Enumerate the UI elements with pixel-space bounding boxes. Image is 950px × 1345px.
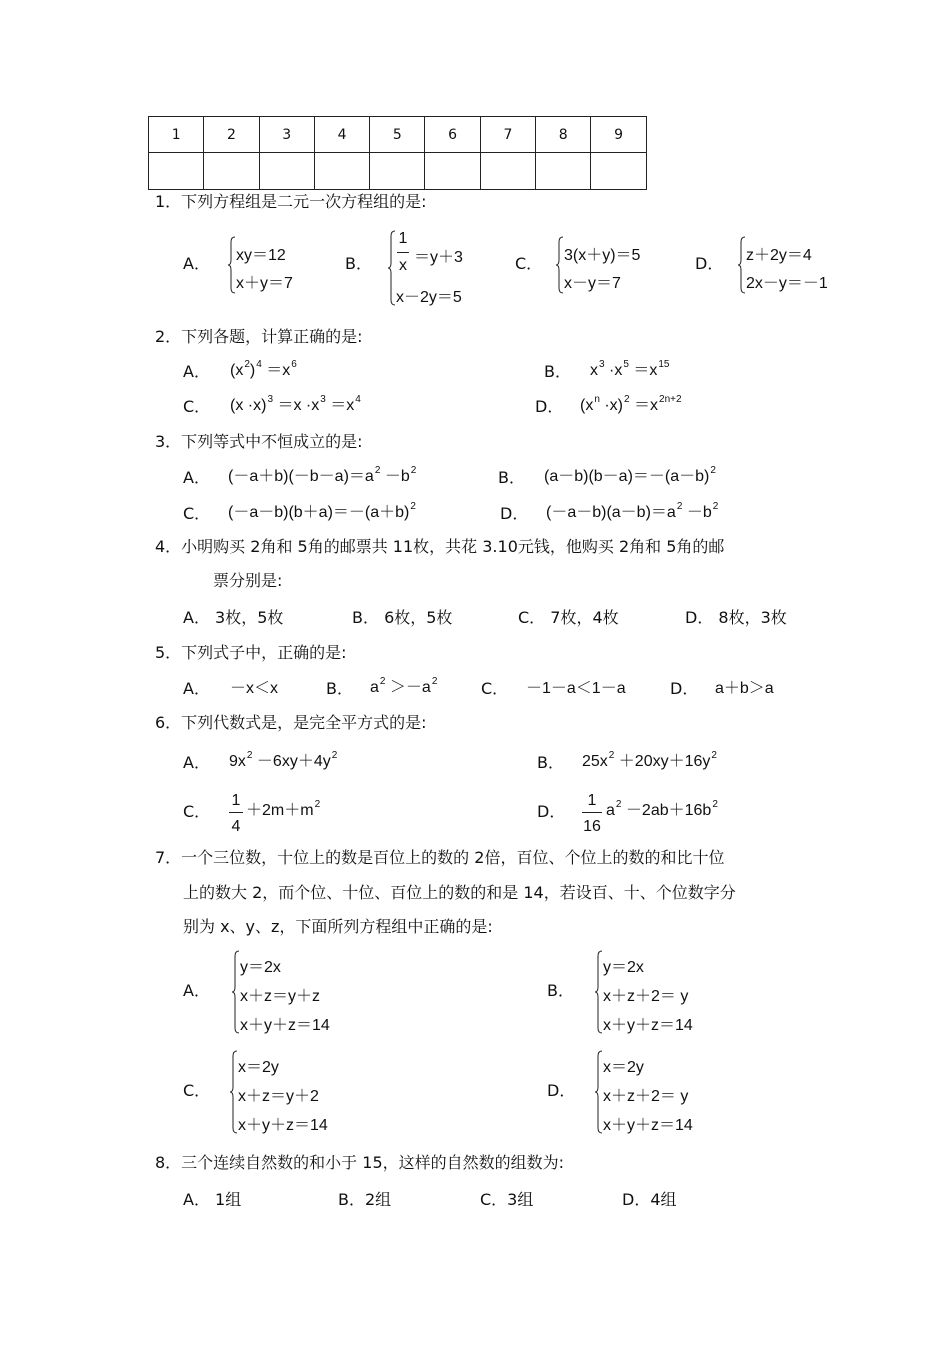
q1-c-label: C． (515, 254, 543, 273)
q3-c-label: C． (183, 504, 211, 523)
answer-cell[interactable] (314, 153, 369, 190)
q7-c-label: C． (183, 1081, 211, 1100)
q1-b-system (388, 230, 488, 306)
brace-icon (556, 236, 564, 294)
answer-table-header: 5 (370, 117, 425, 153)
q2-d-label: D． (535, 397, 564, 416)
q6-c-expr: $+2m+m^2$ (246, 799, 321, 819)
q1-d-system (738, 236, 848, 294)
answer-table-header: 8 (536, 117, 591, 153)
q7-a-label: A． (183, 981, 210, 1000)
q3-d-expr: $(-a-b)(a-b)=a^2 -b^2$ (546, 501, 719, 521)
q8-stem: 8．三个连续自然数的和小于 15，这样的自然数的组数为: (155, 1153, 565, 1172)
q7-a-row: y＝2x (240, 959, 281, 976)
q5-stem: 5．下列式子中，正确的是: (155, 643, 347, 662)
q1-a-system (228, 236, 318, 294)
answer-table-header-row (149, 117, 647, 153)
q2-d-expr: $(x^n \cdot x)^2 =x^{2n+2}$ (580, 394, 682, 414)
brace-icon (388, 230, 396, 306)
frac-denominator: x (399, 257, 407, 274)
q7-b-row: x＋y＋z＝14 (603, 1017, 693, 1034)
q1-b-row2: x－2y＝5 (396, 289, 462, 306)
q3-b-expr: $(a-b)(b-a)=-(a-b)^2$ (544, 465, 716, 485)
q8-option: D．4组 (622, 1190, 677, 1209)
answer-cell[interactable] (204, 153, 259, 190)
q6-c-rest: ＋2m＋m (246, 802, 314, 819)
q8-option: C．3组 (480, 1190, 534, 1209)
answer-cell[interactable] (591, 153, 646, 190)
answer-cell[interactable] (149, 153, 204, 190)
q1-c-row: x－y＝7 (564, 275, 621, 292)
brace-icon (595, 950, 603, 1034)
q2-b-expr: $x^3 \cdot x^5 =x^{15}$ (590, 359, 670, 379)
q7-b-row: y＝2x (603, 959, 644, 976)
q5-c-label: C． (481, 679, 509, 698)
q4-stem-line1: 4．小明购买 2角和 5角的邮票共 11枚，共花 3.10元钱，他购买 2角和 5角的邮 (155, 537, 725, 556)
q7-b-row: x＋z＋2＝ y (603, 988, 689, 1005)
brace-icon (738, 236, 746, 294)
q2-b-label: B． (544, 362, 571, 381)
answer-table-header: 3 (259, 117, 314, 153)
q1-d-row: 2x－y＝－1 (746, 275, 828, 292)
frac-numerator: 1 (398, 230, 408, 247)
q5-b-label: B． (326, 679, 353, 698)
q3-c-expr: $(-a-b)(b+a)=-(a+b)^2$ (228, 501, 416, 521)
answer-table-header: 9 (591, 117, 646, 153)
q3-stem: 3．下列等式中不恒成立的是: (155, 432, 363, 451)
q7-line3: 别为 x、y、z，下面所列方程组中正确的是: (183, 917, 493, 936)
q7-b-system (595, 950, 725, 1034)
answer-table-header: 2 (204, 117, 259, 153)
q5-c-expr: －1－a＜1－a (526, 680, 626, 697)
q3-a-label: A． (183, 468, 210, 487)
answer-table-header: 6 (425, 117, 480, 153)
q6-d-fraction (582, 792, 602, 836)
q2-a-expr: $(x^2)^4 =x^6$ (230, 359, 297, 379)
q2-stem: 2．下列各题，计算正确的是: (155, 327, 363, 346)
answer-cell[interactable] (370, 153, 425, 190)
q1-a-label: A． (183, 254, 210, 273)
brace-icon (228, 236, 236, 294)
brace-icon (230, 1050, 238, 1134)
q6-d-expr: $a^2 -2ab+16b^2$ (606, 799, 718, 819)
answer-cell[interactable] (536, 153, 591, 190)
q7-line2: 上的数大 2，而个位、十位、百位上的数的和是 14，若设百、十、个位数字分 (183, 883, 736, 902)
q7-d-label: D． (547, 1081, 576, 1100)
q1-b-fraction (397, 230, 409, 274)
q1-b-label: B． (345, 254, 372, 273)
answer-table-header: 4 (314, 117, 369, 153)
frac-numerator: 1 (231, 792, 241, 809)
answer-table (148, 116, 647, 190)
q5-b-expr: $a^2 >-a^2$ (370, 676, 438, 696)
q2-c-expr: $(x \cdot x)^3 =x \cdot x^3 =x^4$ (230, 394, 361, 414)
q1-c-system (556, 236, 666, 294)
q1-stem: 1．下列方程组是二元一次方程组的是: (155, 192, 427, 211)
q2-c-label: C． (183, 397, 211, 416)
q7-c-system (230, 1050, 360, 1134)
q7-c-row: x＋y＋z＝14 (238, 1117, 328, 1134)
q7-c-row: x＋z＝y＋2 (238, 1088, 319, 1105)
q4-stem-line2: 票分别是: (213, 571, 283, 590)
q7-d-system (595, 1050, 725, 1134)
q4-option: A． 3枚，5枚 (183, 608, 284, 627)
q7-line1: 7．一个三位数，十位上的数是百位上的数的 2倍，百位、个位上的数的和比十位 (155, 848, 725, 867)
q5-d-expr: a＋b＞a (715, 680, 774, 697)
q2-a-label: A． (183, 362, 210, 381)
q1-c-row: 3(x＋y)＝5 (564, 247, 641, 264)
q1-b-row1-rest: ＝y＋3 (414, 249, 463, 266)
brace-icon (232, 950, 240, 1034)
q8-option: A． 1组 (183, 1190, 242, 1209)
q7-c-row: x＝2y (238, 1059, 279, 1076)
q4-option: C． 7枚，4枚 (518, 608, 619, 627)
q7-a-row: x＋z＝y＋z (240, 988, 321, 1005)
q3-b-label: B． (498, 468, 525, 487)
q7-a-row: x＋y＋z＝14 (240, 1017, 330, 1034)
q6-c-label: C． (183, 802, 211, 821)
q4-option: D． 8枚，3枚 (685, 608, 787, 627)
q6-d-label: D． (537, 802, 566, 821)
brace-icon (595, 1050, 603, 1134)
answer-table-blank-row (149, 153, 647, 190)
q6-a-label: A． (183, 753, 210, 772)
frac-denominator: 4 (231, 818, 241, 835)
q6-c-fraction (229, 792, 243, 836)
q4-option: B． 6枚，5枚 (352, 608, 453, 627)
q1-d-row: z＋2y＝4 (746, 247, 812, 264)
q5-a-label: A． (183, 679, 210, 698)
answer-cell[interactable] (425, 153, 480, 190)
q5-d-label: D． (670, 679, 699, 698)
q7-d-row: x＝2y (603, 1059, 644, 1076)
q7-b-label: B． (547, 981, 574, 1000)
frac-denominator: 16 (583, 818, 601, 835)
q3-d-label: D． (500, 504, 529, 523)
q1-d-label: D． (695, 254, 724, 273)
answer-cell[interactable] (259, 153, 314, 190)
q8-option: B．2组 (338, 1190, 392, 1209)
q3-a-expr: $(-a+b)(-b-a)=a^2 -b^2$ (228, 465, 417, 485)
answer-cell[interactable] (480, 153, 535, 190)
q1-a-row: x＋y＝7 (236, 275, 293, 292)
q7-d-row: x＋y＋z＝14 (603, 1117, 693, 1134)
q6-stem: 6．下列代数式是，是完全平方式的是: (155, 713, 427, 732)
q6-b-label: B． (537, 753, 564, 772)
q5-a-expr: －x＜x (230, 680, 279, 697)
answer-table-header: 1 (149, 117, 204, 153)
answer-table-header: 7 (480, 117, 535, 153)
q6-a-expr: $9x^2 -6xy+4y^2$ (229, 750, 338, 770)
q1-a-row: xy＝12 (236, 247, 286, 264)
frac-numerator: 1 (587, 792, 597, 809)
q6-b-expr: $25x^2 +20xy+16y^2$ (582, 750, 717, 770)
q7-d-row: x＋z＋2＝ y (603, 1088, 689, 1105)
q7-a-system (232, 950, 362, 1034)
